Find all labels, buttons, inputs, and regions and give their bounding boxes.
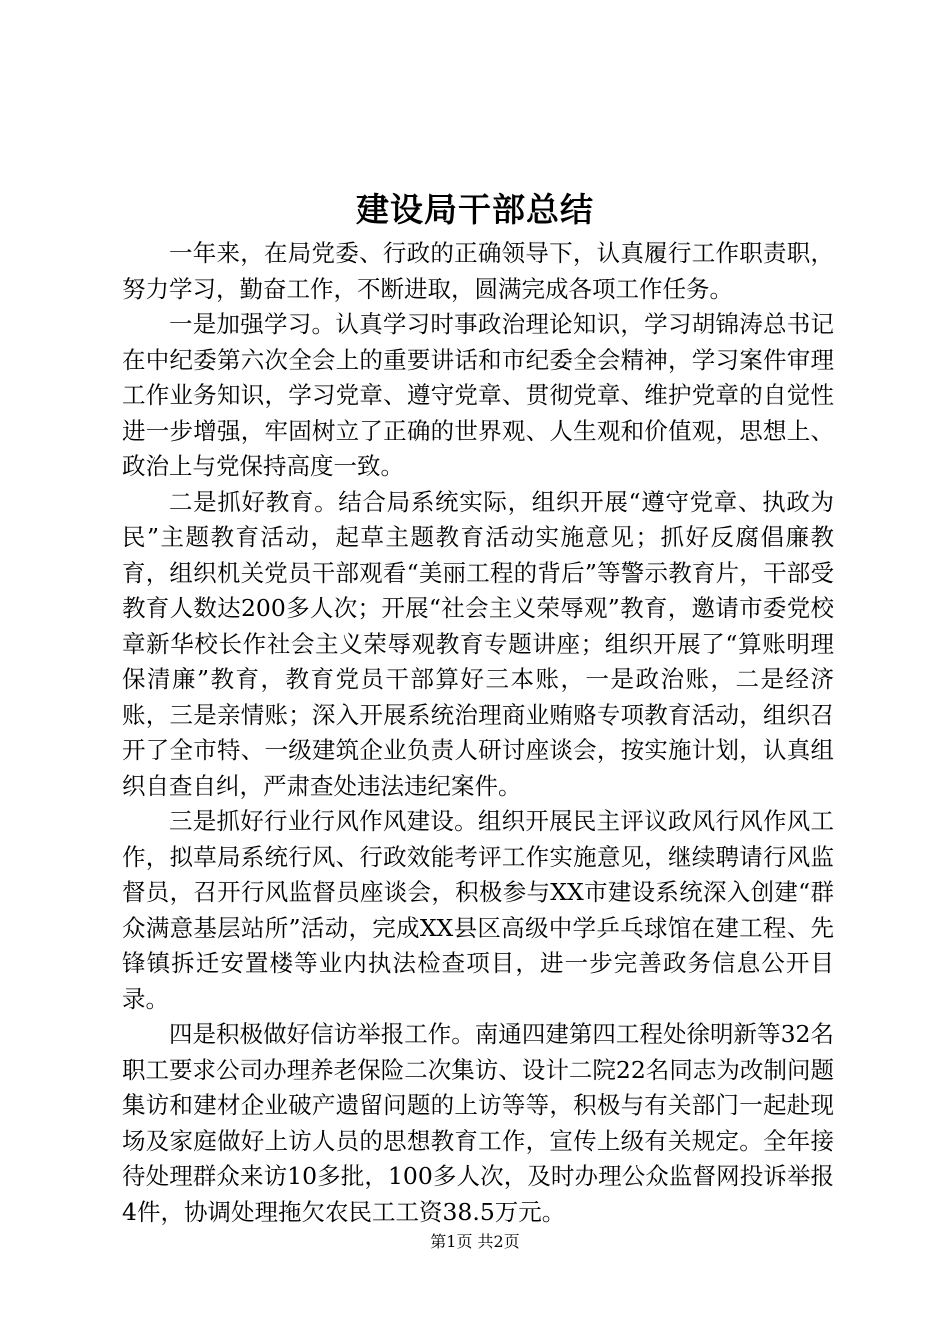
paragraph-study: 一是加强学习。认真学习时事政治理论知识，学习胡锦涛总书记在中纪委第六次全会上的重要讲话和市纪委全会精神，学习案件审理工作业务知识，学习党章、遵守党章、贯彻党章、维护党章的自觉性进一步增强，牢固树立了正确的世界观、人生观和价值观，思想上、政治上与党保持高度一致。 — [122, 310, 834, 480]
paragraph-education: 二是抓好教育。结合局系统实际，组织开展“遵守党章、执政为民”主题教育活动，起草主题教育活动实施意见；抓好反腐倡廉教育，组织机关党员干部观看“美丽工程的背后”等警示教育片，干部受教育人数达200多人次；开展“社会主义荣辱观”教育，邀请市委党校章新华校长作社会主义荣辱观教育专题讲座；组织开展了“算账明理保清廉”教育，教育党员干部算好三本账，一是政治账，二是经济账，三是亲情账；深入开展系统治理商业贿赂专项教育活动，组织召开了全市特、一级建筑企业负责人研讨座谈会，按实施计划，认真组织自查自纠，严肃查处违法违纪案件。 — [122, 487, 834, 800]
page-number-footer: 第1页 共2页 — [430, 1232, 520, 1251]
paragraph-intro: 一年来，在局党委、行政的正确领导下，认真履行工作职责职，努力学习，勤奋工作，不断进取，圆满完成各项工作任务。 — [122, 239, 834, 303]
document-title: 建设局干部总结 — [356, 190, 594, 229]
document-body — [122, 236, 834, 1230]
paragraph-petitions: 四是积极做好信访举报工作。南通四建第四工程处徐明新等32名职工要求公司办理养老保险二次集访、设计二院22名同志为改制问题集访和建材企业破产遗留问题的上访等等，积极与有关部门一起赴现场及家庭做好上访人员的思想教育工作，宣传上级有关规定。全年接待处理群众来访10多批，100多人次，及时办理公众监督网投诉举报4件，协调处理拖欠农民工工资38.5万元。 — [122, 1020, 834, 1226]
paragraph-conduct: 三是抓好行业行风作风建设。组织开展民主评议政风行风作风工作，拟草局系统行风、行政效能考评工作实施意见，继续聘请行风监督员，召开行风监督员座谈会，积极参与XX市建设系统深入创建“群众满意基层站所”活动，完成XX县区高级中学乒乓球馆在建工程、先锋镇拆迁安置楼等业内执法检查项目，进一步完善政务信息公开目录。 — [122, 807, 834, 1013]
